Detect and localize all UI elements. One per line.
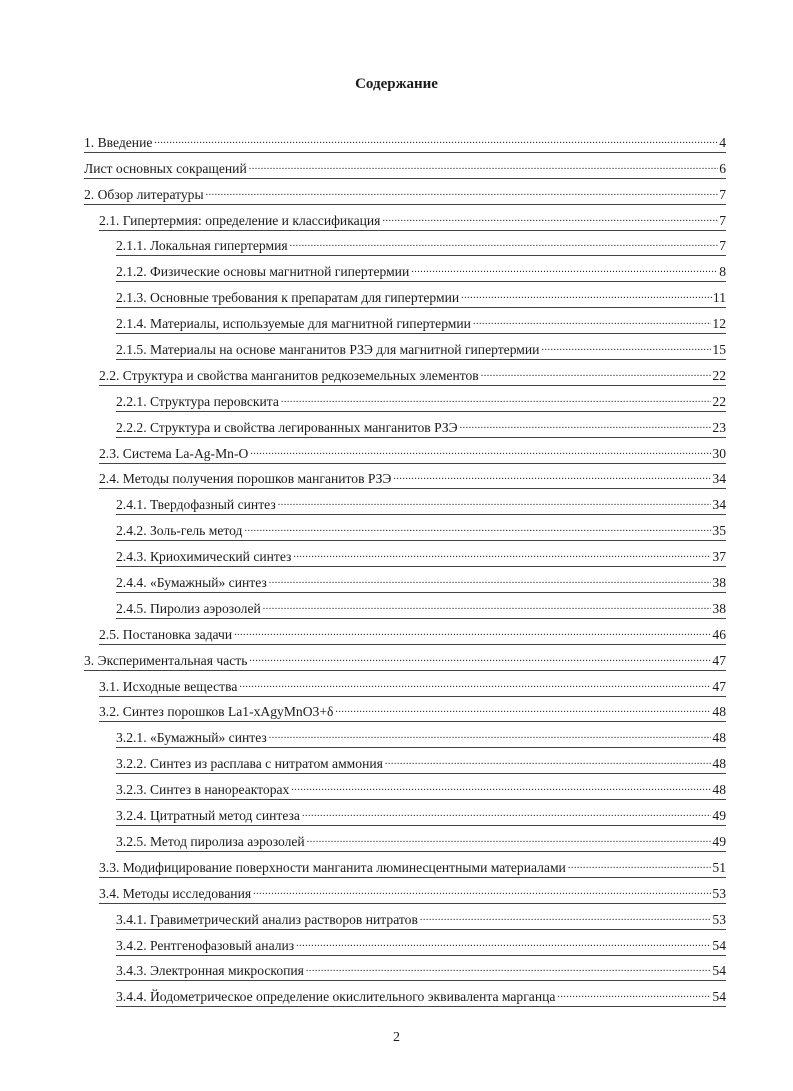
toc-entry-page: 34 [712, 497, 726, 513]
toc-entry-title: 2.1.4. Материалы, используемые для магнитной гипертермии [116, 316, 471, 332]
toc-entry-title: 2.4.4. «Бумажный» синтез [116, 575, 267, 591]
toc-entry[interactable] [116, 748, 726, 774]
dot-leader [278, 495, 712, 511]
toc-entry-page: 7 [719, 212, 726, 228]
toc-entry[interactable] [116, 593, 726, 619]
toc-entry-title: 2.1.3. Основные требования к препаратам для гипертермии [116, 290, 460, 306]
toc-entry-title: 3.2. Синтез порошков La1-xAgyMnO3+δ [99, 704, 334, 720]
toc-entry-title: 2.1.1. Локальная гипертермия [116, 238, 288, 254]
dot-leader [411, 262, 718, 278]
toc-entry-page: 7 [719, 186, 726, 202]
toc-entry-page: 48 [712, 704, 726, 720]
toc-entry[interactable] [116, 541, 726, 567]
dot-leader [263, 599, 712, 615]
toc-entry[interactable] [99, 697, 726, 723]
toc-entry[interactable] [116, 489, 726, 515]
toc-entry[interactable] [116, 308, 726, 334]
toc-entry-page: 37 [712, 549, 726, 565]
toc-entry-page: 48 [712, 756, 726, 772]
toc-entry[interactable] [116, 800, 726, 826]
dot-leader [460, 418, 712, 434]
toc-entry-title: 2.1.2. Физические основы магнитной гипертермии [116, 264, 410, 280]
toc-entry-page: 34 [712, 471, 726, 487]
dot-leader [249, 159, 718, 175]
toc-entry-page: 22 [712, 367, 726, 383]
toc-entry-title: 3.2.1. «Бумажный» синтез [116, 730, 267, 746]
toc-entry[interactable] [116, 956, 726, 982]
toc-entry[interactable] [116, 722, 726, 748]
toc-entry-page: 53 [712, 885, 726, 901]
toc-entry-page: 11 [712, 290, 726, 306]
toc-entry-title: 2.4.2. Золь-гель метод [116, 523, 243, 539]
toc-entry-page: 54 [712, 937, 726, 953]
toc-entry-page: 47 [712, 678, 726, 694]
toc-entry-page: 30 [712, 445, 726, 461]
toc-entry[interactable] [99, 464, 726, 490]
dot-leader [385, 754, 712, 770]
toc-entry-title: 2.3. Система La-Ag-Mn-O [99, 445, 249, 461]
dot-leader [473, 314, 711, 330]
toc-entry[interactable] [116, 334, 726, 360]
table-of-contents [84, 127, 726, 1007]
toc-entry-title: 2.2.2. Структура и свойства легированных манганитов РЗЭ [116, 419, 458, 435]
toc-entry-title: 3.2.5. Метод пиролиза аэрозолей [116, 833, 305, 849]
toc-entry-title: 1. Введение [84, 134, 153, 150]
toc-entry-page: 49 [712, 833, 726, 849]
dot-leader [481, 366, 712, 382]
toc-entry-page: 7 [719, 238, 726, 254]
toc-entry[interactable] [84, 179, 726, 205]
toc-entry[interactable] [116, 904, 726, 930]
toc-entry-page: 35 [712, 523, 726, 539]
toc-entry-page: 22 [712, 393, 726, 409]
dot-leader [250, 444, 711, 460]
toc-entry-title: 3.4.2. Рентгенофазовый анализ [116, 937, 295, 953]
toc-entry-title: 3. Экспериментальная часть [84, 652, 248, 668]
page-title: Содержание [355, 76, 438, 92]
toc-entry-page: 38 [712, 600, 726, 616]
toc-entry-page: 6 [719, 160, 726, 176]
toc-entry-page: 4 [719, 134, 726, 150]
toc-entry[interactable] [116, 567, 726, 593]
toc-entry[interactable] [116, 930, 726, 956]
dot-leader [302, 806, 711, 822]
toc-entry[interactable] [116, 282, 726, 308]
dot-leader [244, 521, 711, 537]
dot-leader [541, 340, 711, 356]
dot-leader [293, 547, 711, 563]
dot-leader [281, 392, 712, 408]
toc-entry-page: 12 [712, 316, 726, 332]
toc-entry-title: 3.2.3. Синтез в нанореакторах [116, 782, 290, 798]
toc-entry-title: 2.2. Структура и свойства манганитов редкоземельных элементов [99, 367, 479, 383]
toc-entry[interactable] [116, 231, 726, 257]
toc-entry-title: 2.4.5. Пиролиз аэрозолей [116, 600, 261, 616]
toc-entry-title: 2.4.1. Твердофазный синтез [116, 497, 276, 513]
dot-leader [307, 832, 712, 848]
toc-entry[interactable] [116, 386, 726, 412]
toc-entry-page: 49 [712, 808, 726, 824]
toc-entry[interactable] [99, 438, 726, 464]
toc-entry-title: 2. Обзор литературы [84, 186, 204, 202]
toc-entry-title: 2.4.3. Криохимический синтез [116, 549, 292, 565]
dot-leader [296, 936, 711, 952]
dot-leader [269, 573, 712, 589]
toc-entry-page: 46 [712, 626, 726, 642]
toc-entry-title: 3.3. Модифицирование поверхности манганита люминесцентными материалами [99, 859, 566, 875]
toc-entry[interactable] [116, 256, 726, 282]
dot-leader [335, 702, 711, 718]
toc-entry-title: 2.2.1. Структура перовскита [116, 393, 279, 409]
toc-entry[interactable] [99, 671, 726, 697]
dot-leader [420, 910, 712, 926]
toc-entry[interactable] [99, 619, 726, 645]
toc-entry-title: 3.4.3. Электронная микроскопия [116, 963, 304, 979]
toc-entry-page: 47 [712, 652, 726, 668]
toc-entry-page: 48 [712, 730, 726, 746]
toc-entry[interactable] [99, 878, 726, 904]
dot-leader [234, 625, 711, 641]
toc-entry[interactable] [99, 852, 726, 878]
toc-entry-title: 2.5. Постановка задачи [99, 626, 233, 642]
toc-entry-title: 3.2.2. Синтез из расплава с нитратом аммония [116, 756, 383, 772]
toc-entry-page: 8 [719, 264, 726, 280]
toc-entry-title: 3.4.4. Йодометрическое определение окислительного эквивалента марганца [116, 989, 556, 1005]
page-number: 2 [393, 1030, 400, 1045]
dot-leader [269, 728, 712, 744]
toc-entry-page: 51 [712, 859, 726, 875]
toc-entry-title: 2.4. Методы получения порошков манганитов РЗЭ [99, 471, 392, 487]
toc-entry[interactable] [116, 774, 726, 800]
dot-leader [393, 469, 711, 485]
dot-leader [306, 961, 711, 977]
toc-entry[interactable] [116, 412, 726, 438]
toc-entry[interactable] [84, 127, 726, 153]
dot-leader [249, 651, 711, 667]
dot-leader [239, 677, 711, 693]
toc-entry-title: 2.1.5. Материалы на основе манганитов РЗЭ для магнитной гипертермии [116, 342, 540, 358]
toc-entry-title: 2.1. Гипертермия: определение и классификация [99, 212, 381, 228]
toc-entry-page: 54 [712, 989, 726, 1005]
dot-leader [382, 211, 718, 227]
toc-entry[interactable] [99, 360, 726, 386]
toc-entry-title: 3.4. Методы исследования [99, 885, 252, 901]
toc-entry[interactable] [84, 645, 726, 671]
toc-entry[interactable] [84, 153, 726, 179]
toc-entry-page: 54 [712, 963, 726, 979]
dot-leader [253, 884, 711, 900]
toc-entry[interactable] [116, 981, 726, 1007]
dot-leader [291, 780, 711, 796]
toc-entry-title: 3.2.4. Цитратный метод синтеза [116, 808, 300, 824]
toc-entry-title: 3.4.1. Гравиметрический анализ растворов нитратов [116, 911, 418, 927]
toc-entry[interactable] [116, 826, 726, 852]
dot-leader [290, 236, 719, 252]
toc-entry-title: 3.1. Исходные вещества [99, 678, 238, 694]
dot-leader [568, 858, 712, 874]
dot-leader [206, 185, 719, 201]
dot-leader [461, 288, 712, 304]
toc-entry[interactable] [116, 515, 726, 541]
dot-leader [154, 133, 718, 149]
toc-entry-page: 38 [712, 575, 726, 591]
dot-leader [557, 987, 711, 1003]
toc-entry-page: 23 [712, 419, 726, 435]
toc-entry-page: 48 [712, 782, 726, 798]
toc-entry-page: 15 [712, 342, 726, 358]
toc-entry-title: Лист основных сокращений [84, 160, 247, 176]
toc-entry[interactable] [99, 205, 726, 231]
toc-entry-page: 53 [712, 911, 726, 927]
